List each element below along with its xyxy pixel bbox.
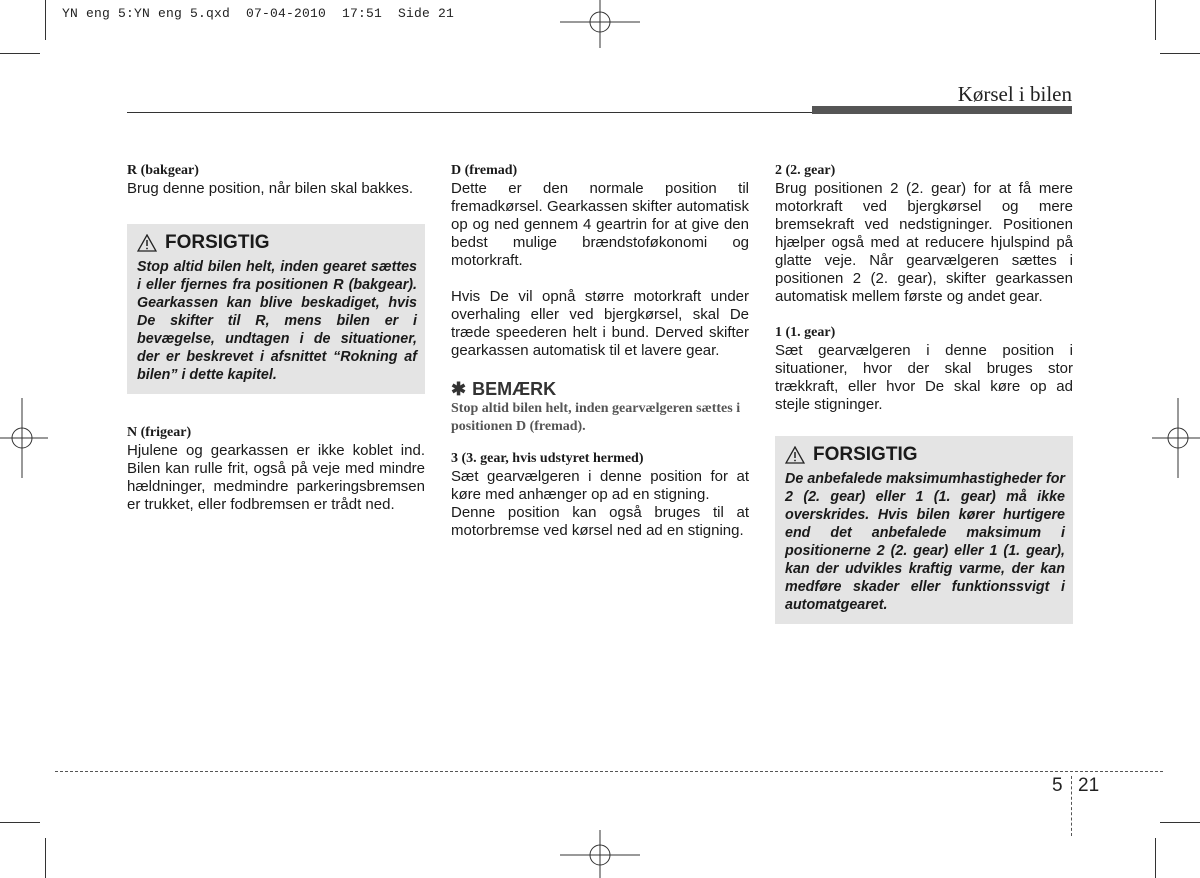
text-r-bakgear: Brug denne position, når bilen skal bakkes.	[127, 180, 414, 197]
heading-r-bakgear: R (bakgear)	[127, 163, 199, 178]
heading-n-frigear: N (frigear)	[127, 425, 192, 440]
heading-3-gear: 3 (3. gear, hvis udstyret hermed)	[451, 451, 644, 466]
print-slug: YN eng 5:YN eng 5.qxd 07-04-2010 17:51 Side 21	[62, 6, 455, 21]
text-3-gear-2: Denne position kan også bruges til at motorbremse ved kørsel ned ad en stigning.	[451, 504, 749, 539]
note-text: Stop altid bilen helt, inden gearvælgeren sættes i positionen D (fremad).	[451, 401, 741, 434]
caution-box-2	[775, 436, 1073, 624]
text-d-fremad-1: Dette er den normale position til fremadkørsel. Gearkassen skifter automatisk op og ned gennem 4 geartrin for at give den bedst mulige brændstoføkonomi og motorkraft.	[451, 180, 749, 269]
text-1-gear: Sæt gearvælgeren i denne position i situationer, hvor der skal bruges stor trækkraft, eller hvor De skal køre op ad stejle stigninger.	[775, 342, 1073, 413]
registration-mark-left	[0, 398, 48, 478]
column-3	[775, 162, 1073, 624]
text-n-frigear: Hjulene og gearkassen er ikke koblet ind. Bilen kan rulle frit, også på veje med mindre hældninger, medmindre parkeringsbremsen er trukket, eller fodbremsen er trådt ned.	[127, 442, 425, 513]
text-2-gear: Brug positionen 2 (2. gear) for at få mere motorkraft ved bjergkørsel og mere bremsekraft ved nedstigninger. Positionen hjælper også med at reducere hjulspind på glatte veje. Når gearvælgeren sættes i positionen 2 (2. gear), skifter gearkassen automatisk mellem første og andet gear.	[775, 180, 1073, 305]
heading-d-fremad: D (fremad)	[451, 163, 518, 178]
chapter-number: 5	[1052, 775, 1063, 796]
note-title: BEMÆRK	[472, 379, 557, 399]
registration-mark-right	[1152, 398, 1200, 478]
warning-triangle-icon	[785, 446, 805, 464]
registration-mark-bottom	[560, 830, 640, 878]
footer-dashed-divider	[1071, 776, 1072, 836]
header-rule-bar	[812, 106, 1072, 114]
header-rule	[127, 112, 817, 113]
column-1	[127, 162, 425, 514]
text-3-gear-1: Sæt gearvælgeren i denne position for at køre med anhænger op ad en stigning.	[451, 468, 749, 503]
warning-triangle-icon	[137, 234, 157, 252]
caution-title-2: FORSIGTIG	[813, 444, 918, 465]
caution-text-2: De anbefalede maksimumhastigheder for 2 (2. gear) eller 1 (1. gear) må ikke overskrides. Hvis bilen kører hurtigere end det anbefalede maksimum i positionerne 2 (2. gear) eller 1 (1. gear), kan der udvikles kraftig varme, der kan medføre skader eller funktionssvigt i automatgearet.	[785, 471, 1065, 613]
page-number: 21	[1078, 775, 1100, 796]
caution-box-1	[127, 224, 425, 394]
caution-title-1: FORSIGTIG	[165, 232, 270, 253]
column-2	[451, 162, 749, 540]
note-heading	[451, 378, 749, 400]
section-title: Kørsel i bilen	[957, 82, 1072, 106]
heading-1-gear: 1 (1. gear)	[775, 325, 836, 340]
caution-text-1: Stop altid bilen helt, inden gearet sættes i eller fjernes fra positionen R (bakgear). Gearkassen kan blive beskadiget, hvis De skifter til R, mens bilen er i bevægelse, undtagen i de situationer, der er beskrevet i afsnittet “Rokning af bilen” i dette kapitel.	[137, 259, 417, 383]
text-d-fremad-2: Hvis De vil opnå større motorkraft under overhaling eller ved bjergkørsel, skal De træde speederen helt i bund. Derved skifter gearkassen automatisk til et lavere gear.	[451, 288, 749, 359]
registration-mark-top	[560, 0, 640, 50]
heading-2-gear: 2 (2. gear)	[775, 163, 836, 178]
footer-dashed-rule	[55, 771, 1163, 772]
asterisk-icon: ✱	[451, 379, 467, 399]
